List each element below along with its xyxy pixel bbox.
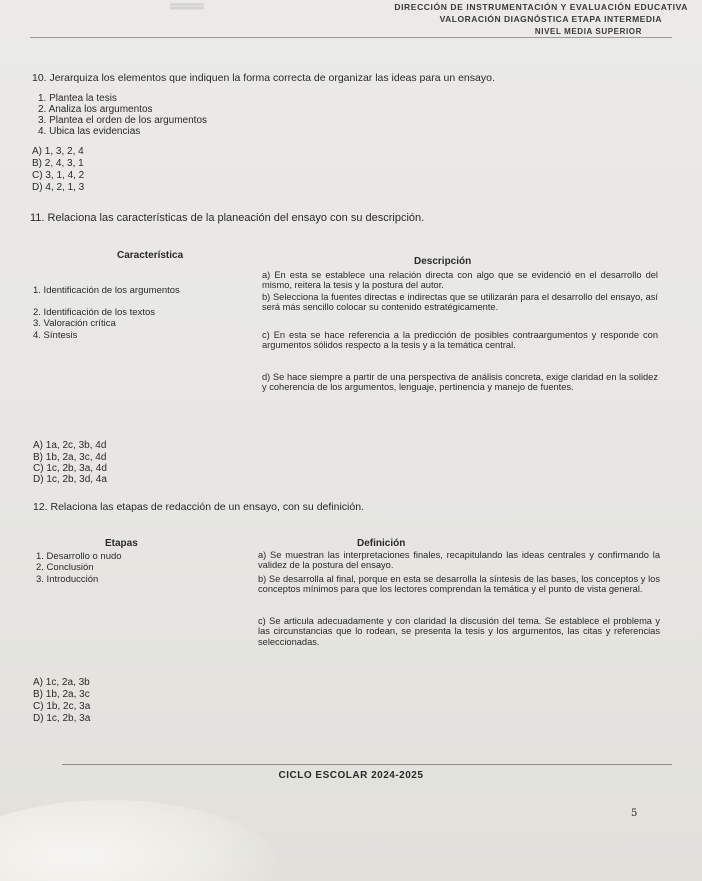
- q12-prompt: 12. Relaciona las etapas de redacción de un ensayo, con su definición.: [33, 501, 364, 513]
- q10-prompt: 10. Jerarquiza los elementos que indiquen la forma correcta de organizar las ideas para un ensayo.: [32, 72, 495, 84]
- q11-description: a) En esta se establece una relación directa con algo que se evidenció en el desarrollo del mismo, reitera la tesis y la postura del autor.: [262, 270, 658, 291]
- q12-col-stages: Etapas: [105, 538, 138, 549]
- q11-description: d) Se hace siempre a partir de una perspectiva de análisis concreta, exige claridad en la solidez y coherencia de los argumentos, lenguaje, pertinencia y manejo de fuentes.: [262, 372, 658, 393]
- q10-item: 2. Analiza los argumentos: [38, 104, 153, 115]
- q10-item: 3. Plantea el orden de los argumentos: [38, 115, 207, 126]
- q11-item: 1. Identificación de los argumentos: [33, 285, 180, 296]
- q12-item: 1. Desarrollo o nudo: [36, 551, 122, 562]
- q11-item: 4. Síntesis: [33, 330, 78, 341]
- q12-option-b[interactable]: B) 1b, 2a, 3c: [33, 689, 90, 700]
- q10-option-a[interactable]: A) 1, 3, 2, 4: [32, 146, 84, 157]
- q12-option-a[interactable]: A) 1c, 2a, 3b: [33, 677, 90, 688]
- q12-col-definition: Definición: [357, 538, 406, 549]
- q12-definition: a) Se muestran las interpretaciones finales, recapitulando las ideas centrales y confirmando la validez de la postura del ensayo.: [258, 550, 660, 571]
- q10-option-d[interactable]: D) 4, 2, 1, 3: [32, 182, 85, 193]
- paper-glare: [0, 800, 280, 881]
- footer-divider: [62, 764, 672, 765]
- q11-item: 3. Valoración crítica: [33, 318, 116, 329]
- q10-option-c[interactable]: C) 3, 1, 4, 2: [32, 170, 85, 181]
- q12-option-d[interactable]: D) 1c, 2b, 3a: [33, 713, 91, 724]
- q10-item: 1. Plantea la tesis: [38, 93, 117, 104]
- q11-description: b) Selecciona la fuentes directas e indirectas que se utilizarán para el desarrollo del ensayo, así será más sencillo colocar su contenido estratégicamente.: [262, 292, 658, 313]
- q12-item: 2. Conclusión: [36, 562, 94, 573]
- header-level: NIVEL MEDIA SUPERIOR: [534, 27, 642, 36]
- q10-option-b[interactable]: B) 2, 4, 3, 1: [32, 158, 84, 169]
- q11-col-characteristic: Característica: [117, 250, 184, 261]
- q11-description: c) En esta se hace referencia a la predicción de posibles contraargumentos y responde con argumentos sólidos respecto a la tesis y a la temática central.: [262, 330, 658, 351]
- header-divider: [30, 37, 672, 38]
- q11-item: 2. Identificación de los textos: [33, 307, 155, 318]
- q11-option-b[interactable]: B) 1b, 2a, 3c, 4d: [33, 452, 107, 463]
- q12-option-c[interactable]: C) 1b, 2c, 3a: [33, 701, 91, 712]
- q10-item: 4. Ubica las evidencias: [38, 126, 141, 137]
- header-institution: DIRECCIÓN DE INSTRUMENTACIÓN Y EVALUACIÓN EDUCATIVA: [394, 2, 688, 12]
- q11-option-d[interactable]: D) 1c, 2b, 3d, 4a: [33, 474, 107, 485]
- q11-option-a[interactable]: A) 1a, 2c, 3b, 4d: [33, 440, 107, 451]
- footer-school-year: CICLO ESCOLAR 2024-2025: [278, 770, 424, 781]
- faint-logo-mark: ▒▒▒▒▒▒▒▒: [170, 4, 205, 10]
- q11-option-c[interactable]: C) 1c, 2b, 3a, 4d: [33, 463, 107, 474]
- header-exam-title: VALORACIÓN DIAGNÓSTICA ETAPA INTERMEDIA: [439, 14, 662, 24]
- page-number: 5: [631, 808, 638, 819]
- q11-col-description: Descripción: [414, 256, 472, 267]
- q12-definition: c) Se articula adecuadamente y con claridad la discusión del tema. Se establece el problema y las circunstancias que lo rodean, se presenta la tesis y los argumentos, las citas y referencias seleccionadas.: [258, 616, 660, 647]
- q11-prompt: 11. Relaciona las características de la planeación del ensayo con su descripción.: [30, 212, 425, 224]
- q12-item: 3. Introducción: [36, 574, 99, 585]
- q12-definition: b) Se desarrolla al final, porque en esta se desarrolla la síntesis de las bases, los conceptos y los conceptos mínimos para que los lectores comprendan la temática y el punto de vista general.: [258, 574, 660, 595]
